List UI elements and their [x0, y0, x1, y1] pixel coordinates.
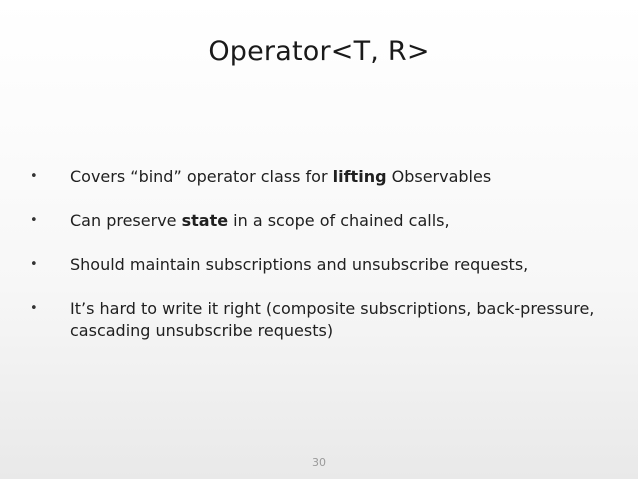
bullet-item — [30, 254, 610, 276]
bullet-dot-icon: • — [30, 169, 38, 184]
bullet-text: It’s hard to write it right (composite subscriptions, back-pressure, cascading unsubscribe requests) — [70, 299, 595, 340]
bullet-list — [30, 166, 610, 364]
bullet-text: Should maintain subscriptions and unsubscribe requests, — [70, 255, 529, 274]
bullet-bold-text: state — [181, 211, 229, 230]
bullet-bold-text: lifting — [332, 167, 387, 186]
bullet-dot-icon: • — [30, 213, 38, 228]
bullet-text: in a scope of chained calls, — [228, 211, 450, 230]
bullet-text: Covers “bind” operator class for — [70, 167, 333, 186]
bullet-item — [30, 298, 610, 342]
bullet-dot-icon: • — [30, 301, 38, 316]
bullet-dot-icon: • — [30, 257, 38, 272]
slide-title: Operator<T, R> — [208, 36, 430, 67]
bullet-item — [30, 166, 610, 188]
page-number: 30 — [312, 456, 326, 469]
bullet-item — [30, 210, 610, 232]
bullet-text: Can preserve — [70, 211, 182, 230]
bullet-text: Observables — [386, 167, 492, 186]
